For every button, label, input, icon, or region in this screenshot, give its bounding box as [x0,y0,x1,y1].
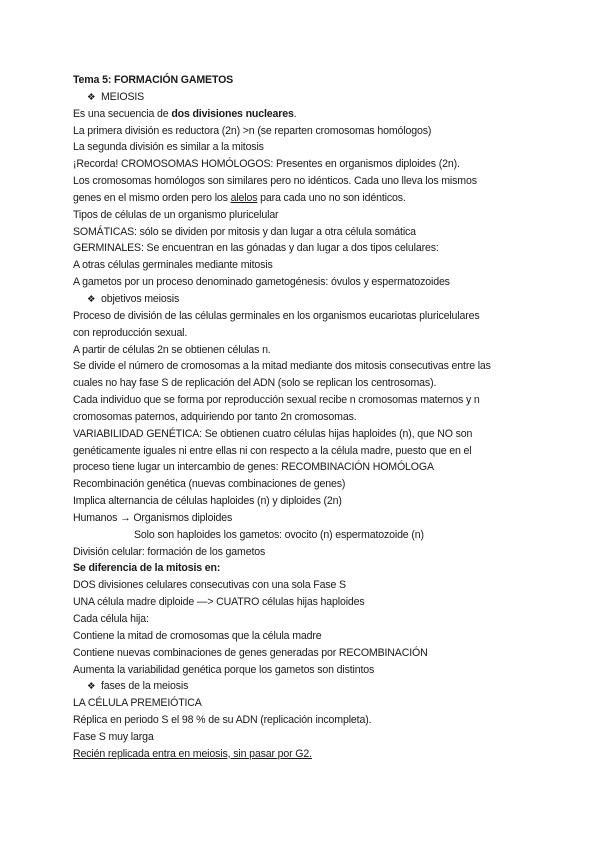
text-segment: para cada uno no son idénticos. [257,191,406,204]
document-title: Tema 5: FORMACIÓN GAMETOS [73,74,234,86]
text-line [73,106,543,123]
bullet-heading-text: objetivos meiosis [101,292,180,305]
text-line [73,190,543,207]
text-line: LA CÉLULA PREMEIÓTICA [73,697,202,710]
text-line: UNA célula madre diploide —> CUATRO células hijas haploides [73,596,365,609]
text-line: cromosomas paternos, adquiriendo por tanto 2n cromosomas. [73,410,357,423]
text-line: VARIABILIDAD GENÉTICA: Se obtienen cuatro células hijas haploides (n), que NO son [73,427,473,440]
text-line: A otras células germinales mediante mitosis [73,259,273,272]
bullet-heading [73,291,543,308]
bullet-diamond-icon: ❖ [87,293,96,305]
bullet-heading-text: fases de la meiosis [101,680,189,693]
text-line: A partir de células 2n se obtienen células n. [73,343,271,356]
text-line: Los cromosomas homólogos son similares pero no idénticos. Cada uno lleva los mismos [73,175,477,188]
text-line: Cada célula hija: [73,613,149,625]
text-segment: Es una secuencia de [73,107,172,120]
text-line: Se divide el número de cromosomas a la mitad mediante dos mitosis consecutivas entre las [73,360,491,373]
text-line: Contiene la mitad de cromosomas que la célula madre [73,629,322,642]
bullet-diamond-icon: ❖ [87,681,96,693]
text-line: Contiene nuevas combinaciones de genes generadas por RECOMBINACIÓN [73,646,428,659]
underlined-segment: alelos [230,191,258,204]
text-line: genéticamente iguales ni entre ellas ni con respecto a la célula madre, puesto que en el [73,444,472,457]
text-line: GERMINALES: Se encuentran en las gónadas y dan lugar a dos tipos celulares: [73,242,439,255]
text-line: Cada individuo que se forma por reproducción sexual recibe n cromosomas maternos y n [73,394,480,407]
text-line: La primera división es reductora (2n) >n (se reparten cromosomas homólogos) [73,124,432,137]
underlined-text: Recién replicada entra en meiosis, sin pasar por G2. [73,747,312,760]
bullet-heading [73,89,543,106]
text-line: Recombinación genética (nuevas combinaciones de genes) [73,478,346,491]
document-body [73,72,543,763]
text-line: Proceso de división de las células germinales en los organismos eucariotas pluricelulares [73,309,480,322]
text-segment: genes en el mismo orden pero los [73,191,231,204]
text-segment: . [293,107,297,120]
text-line: con reproducción sexual. [73,326,188,339]
text-line: Réplica en periodo S el 98 % de su ADN (replicación incompleta). [73,714,372,727]
text-line: DOS divisiones celulares consecutivas con una sola Fase S [73,579,346,592]
text-line: SOMÁTICAS: sólo se dividen por mitosis y dan lugar a otra célula somática [73,225,416,238]
text-line: ¡Recorda! CROMOSOMAS HOMÓLOGOS: Presentes en organismos diploides (2n). [73,158,460,171]
text-line: La segunda división es similar a la mitosis [73,141,264,154]
text-line: Fase S muy larga [73,730,154,743]
text-line: Aumenta la variabilidad genética porque los gametos son distintos [73,663,375,676]
indented-line: Solo son haploides los gametos: ovocito (n) espermatozoide (n) [134,528,424,541]
bullet-heading [73,678,543,695]
text-line: Humanos → Organismos diploides [73,511,233,524]
text-line: cuales no hay fase S de replicación del ADN (solo se replican los centrosomas). [73,377,437,390]
bullet-heading-text: MEIOSIS [101,90,145,103]
text-line: Tipos de células de un organismo pluricelular [73,208,279,221]
text-line: A gametos por un proceso denominado gametogénesis: óvulos y espermatozoides [73,276,450,289]
bold-segment: dos divisiones nucleares [171,107,294,120]
text-line: Implica alternancia de células haploides (n) y diploides (2n) [73,495,342,508]
text-line: proceso tiene lugar un intercambio de genes: RECOMBINACIÓN HOMÓLOGA [73,461,434,474]
bullet-diamond-icon: ❖ [87,91,96,103]
bold-line: Se diferencia de la mitosis en: [73,562,221,575]
text-line: División celular: formación de los gametos [73,545,266,558]
document-lines [73,89,543,763]
underlined-line [73,746,543,763]
